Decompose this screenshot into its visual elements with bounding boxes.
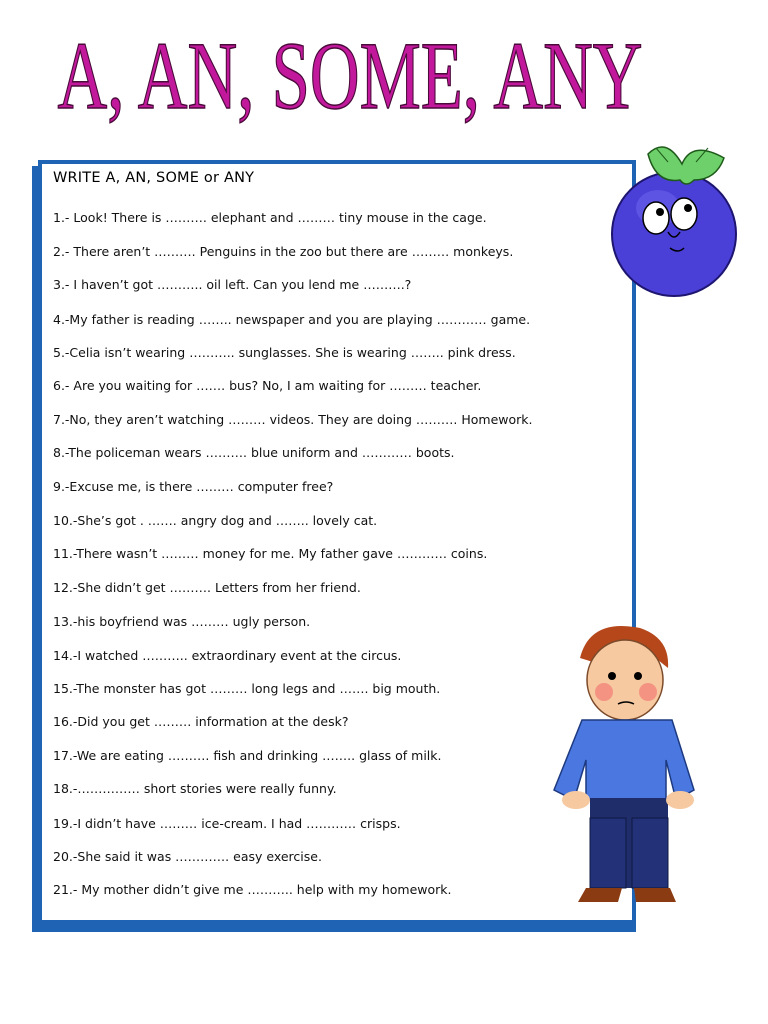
question-item: 18.-…………… short stories were really funny. [53, 781, 337, 796]
boy-empty-pockets-icon [520, 618, 730, 928]
title-text: A, AN, SOME, ANY [57, 22, 643, 128]
question-item: 19.-I didn’t have ……… ice-cream. I had ………… crisps. [53, 816, 401, 831]
instruction-heading: WRITE A, AN, SOME or ANY [53, 170, 255, 186]
question-item: 9.-Excuse me, is there ……… computer free? [53, 479, 334, 494]
question-item: 13.-his boyfriend was ……… ugly person. [53, 614, 311, 629]
question-item: 15.-The monster has got ……… long legs and ……. big mouth. [53, 681, 441, 696]
question-item: 5.-Celia isn’t wearing ……….. sunglasses. She is wearing …….. pink dress. [53, 345, 516, 360]
question-item: 17.-We are eating ………. fish and drinking …….. glass of milk. [53, 748, 442, 763]
question-item: 16.-Did you get ……… information at the desk? [53, 714, 349, 729]
question-item: 4.-My father is reading …….. newspaper and you are playing ………… game. [53, 312, 531, 327]
blueberry-character-icon [608, 136, 740, 306]
question-item: 11.-There wasn’t ……… money for me. My father gave ………… coins. [53, 546, 488, 561]
worksheet-title [50, 18, 650, 128]
question-item: 3.- I haven’t got ……….. oil left. Can you lend me ……….? [53, 277, 412, 292]
question-item: 14.-I watched ……….. extraordinary event at the circus. [53, 648, 402, 663]
question-item: 7.-No, they aren’t watching ……… videos. They are doing ………. Homework. [53, 412, 533, 427]
question-item: 10.-She’s got . ……. angry dog and …….. lovely cat. [53, 513, 378, 528]
question-item: 12.-She didn’t get ………. Letters from her friend. [53, 580, 361, 595]
question-item: 20.-She said it was …………. easy exercise. [53, 849, 322, 864]
question-item: 6.- Are you waiting for ……. bus? No, I am waiting for ……… teacher. [53, 378, 482, 393]
question-item: 21.- My mother didn’t give me ……….. help with my homework. [53, 882, 452, 897]
question-item: 1.- Look! There is ………. elephant and ……… tiny mouse in the cage. [53, 210, 487, 225]
question-item: 8.-The policeman wears ………. blue uniform and ………… boots. [53, 445, 455, 460]
question-item: 2.- There aren’t ………. Penguins in the zoo but there are ……… monkeys. [53, 244, 514, 259]
